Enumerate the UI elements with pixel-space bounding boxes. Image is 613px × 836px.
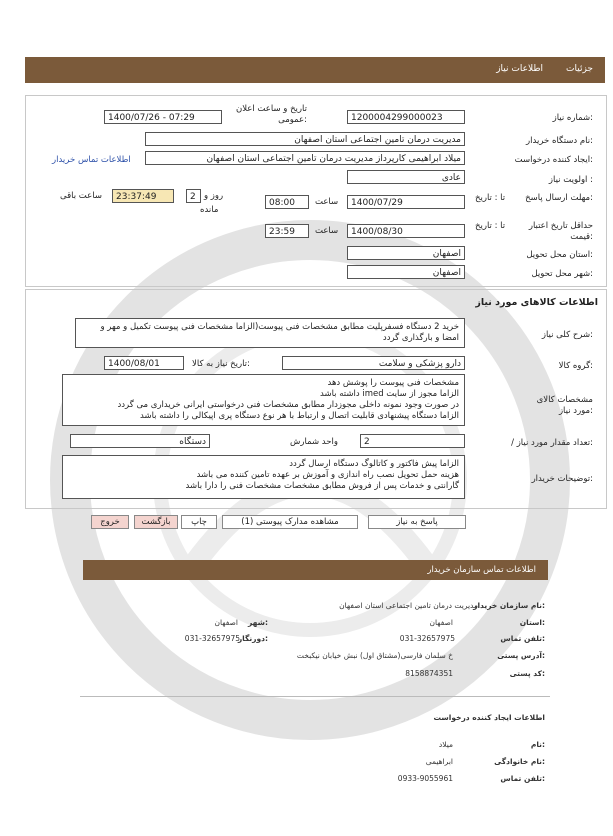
- spec-line: در صورت وجود نمونه داخلی مجوزدار مطابق مشخصات فنی درخواستی ایرانی خریداری می گردد: [117, 400, 459, 410]
- summary-field: خرید 2 دستگاه فسفرپلیت مطابق مشخصات فنی پیوست(الزاما مشخصات فنی پیوست تکمیل و مهر و امضا و بارگذاری گردد: [75, 318, 465, 348]
- buyer-contact-link[interactable]: اطلاعات تماس خریدار: [52, 155, 131, 165]
- remaining-label: ساعت باقی: [60, 191, 102, 201]
- need-date-label: تاریخ نیاز به کالا:: [192, 359, 250, 369]
- price-validity-time-field: 23:59: [265, 224, 309, 238]
- contact-divider: [80, 696, 550, 697]
- price-validity-to-label: تا : تاریخ: [475, 221, 506, 231]
- remaining-suffix-label: مانده: [200, 205, 219, 215]
- deadline-time-label: ساعت: [315, 197, 339, 207]
- requester-field: میلاد ابراهیمی کارپرداز مدیریت درمان تامین اجتماعی استان اصفهان: [145, 151, 465, 165]
- exit-button[interactable]: خروج: [91, 515, 129, 529]
- creator-phone-value: 0933-9055961: [397, 774, 453, 783]
- deadline-date-field: 1400/07/29: [347, 195, 465, 209]
- org-name-value: مدیریت درمان تامین اجتماعی استان اصفهان: [339, 601, 478, 610]
- contact-province-label: استان:: [519, 618, 545, 627]
- province-field: اصفهان: [347, 246, 465, 260]
- days-label: روز و: [204, 191, 224, 201]
- priority-field: عادی: [347, 170, 465, 184]
- contact-province-value: اصفهان: [429, 618, 453, 627]
- creator-last-name-value: ابراهیمی: [425, 757, 453, 766]
- price-validity-date-field: 1400/08/30: [347, 224, 465, 238]
- spec-line: الزاما مجوز از سایت imed داشته باشد: [319, 389, 459, 399]
- deadline-label: مهلت ارسال پاسخ:: [525, 193, 593, 203]
- address-label: آدرس پستی:: [497, 651, 545, 660]
- unit-field: دستگاه: [70, 434, 210, 448]
- contact-city-label: شهر:: [248, 618, 268, 627]
- attachments-button[interactable]: مشاهده مدارک پیوستی (1): [222, 515, 358, 529]
- address-value: خ سلمان فارسی(مشتاق اول) نبش خیابان نیکبخت: [296, 651, 453, 660]
- note-line: الزاما پیش فاکتور و کاتالوگ دستگاه ارسال گردد: [289, 459, 459, 469]
- deadline-to-date-label: تا : تاریخ: [475, 193, 506, 203]
- province-label: استان محل تحویل:: [526, 250, 593, 260]
- need-number-field: 1200004299000023: [347, 110, 465, 124]
- contact-fax-label: دورنگار:: [237, 634, 268, 643]
- priority-label: اولویت نیاز :: [548, 175, 593, 185]
- creator-section-title: اطلاعات ایجاد کننده درخواست: [433, 713, 545, 722]
- requester-label: ایجاد کننده درخواست:: [514, 155, 593, 165]
- postal-code-label: کد پستی:: [509, 669, 545, 678]
- quantity-label: / تعداد مقدار مورد نیاز:: [511, 438, 593, 448]
- buyer-org-field: مدیریت درمان تامین اجتماعی استان اصفهان: [145, 132, 465, 146]
- spec-line: الزاما دستگاه پیشنهادی قابلیت اتصال و ارتباط با هر نوع دستگاه پری اپیکالی را داشته باشد: [140, 411, 459, 421]
- top-header-bar: [25, 57, 605, 83]
- summary-label: شرح کلی نیاز:: [541, 330, 593, 340]
- contact-section-header: [83, 560, 548, 580]
- buyer-notes-field: [62, 455, 465, 499]
- contact-city-value: اصفهان: [214, 618, 238, 627]
- back-button[interactable]: بازگشت: [134, 515, 178, 529]
- contact-section-title: اطلاعات تماس سازمان خریدار: [427, 565, 536, 575]
- announce-date-field: 1400/07/26 - 07:29: [104, 110, 222, 124]
- tab-details[interactable]: جزئیات: [566, 64, 593, 74]
- creator-last-name-label: نام خانوادگی:: [494, 757, 545, 766]
- contact-fax-value: 031-32657975: [184, 634, 240, 643]
- quantity-field: 2: [360, 434, 465, 448]
- print-button[interactable]: چاپ: [181, 515, 217, 529]
- org-name-label: نام سازمان خریدار:: [473, 601, 545, 610]
- tab-need-info[interactable]: اطلاعات نیاز: [496, 64, 543, 74]
- remaining-time-field: 23:37:49: [112, 189, 174, 203]
- city-field: اصفهان: [347, 265, 465, 279]
- price-validity-time-label: ساعت: [315, 226, 339, 236]
- goods-group-label: گروه کالا:: [558, 361, 593, 371]
- contact-phone-value: 031-32657975: [399, 634, 455, 643]
- creator-phone-label: تلفن تماس:: [500, 774, 545, 783]
- announce-date-label: تاریخ و ساعت اعلان عمومی:: [235, 104, 307, 125]
- spec-line: مشخصات فنی پیوست را پوشش دهد: [327, 378, 459, 388]
- city-label: شهر محل تحویل:: [531, 269, 593, 279]
- remaining-days-field: 2: [186, 189, 201, 203]
- goods-group-field: دارو پزشکی و سلامت: [282, 356, 465, 370]
- contact-phone-label: تلفن تماس:: [500, 634, 545, 643]
- postal-code-value: 8158874351: [405, 669, 453, 678]
- note-line: گارانتی و خدمات پس از فروش مطابق مشخصات مشخصات فنی را دارا باشد: [185, 481, 459, 491]
- respond-button[interactable]: پاسخ به نیاز: [368, 515, 466, 529]
- creator-first-name-value: میلاد: [438, 740, 453, 749]
- specs-field: [62, 374, 465, 426]
- unit-label: واحد شمارش: [290, 437, 338, 447]
- buyer-org-label: نام دستگاه خریدار:: [526, 136, 593, 146]
- specs-label: مشخصات کالای مورد نیاز:: [536, 395, 593, 416]
- need-date-field: 1400/08/01: [104, 356, 184, 370]
- creator-first-name-label: نام:: [530, 740, 545, 749]
- buyer-notes-label: توضیحات خریدار:: [531, 474, 593, 484]
- price-validity-label: حداقل تاریخ اعتبار قیمت:: [528, 221, 593, 242]
- deadline-time-field: 08:00: [265, 195, 309, 209]
- need-number-label: شماره نیاز:: [552, 113, 593, 123]
- note-line: هزینه حمل تحویل نصب راه اندازی و آموزش بر عهده تامین کننده می باشد: [196, 470, 459, 480]
- goods-section-title: اطلاعات کالاهای مورد نیاز: [475, 297, 598, 308]
